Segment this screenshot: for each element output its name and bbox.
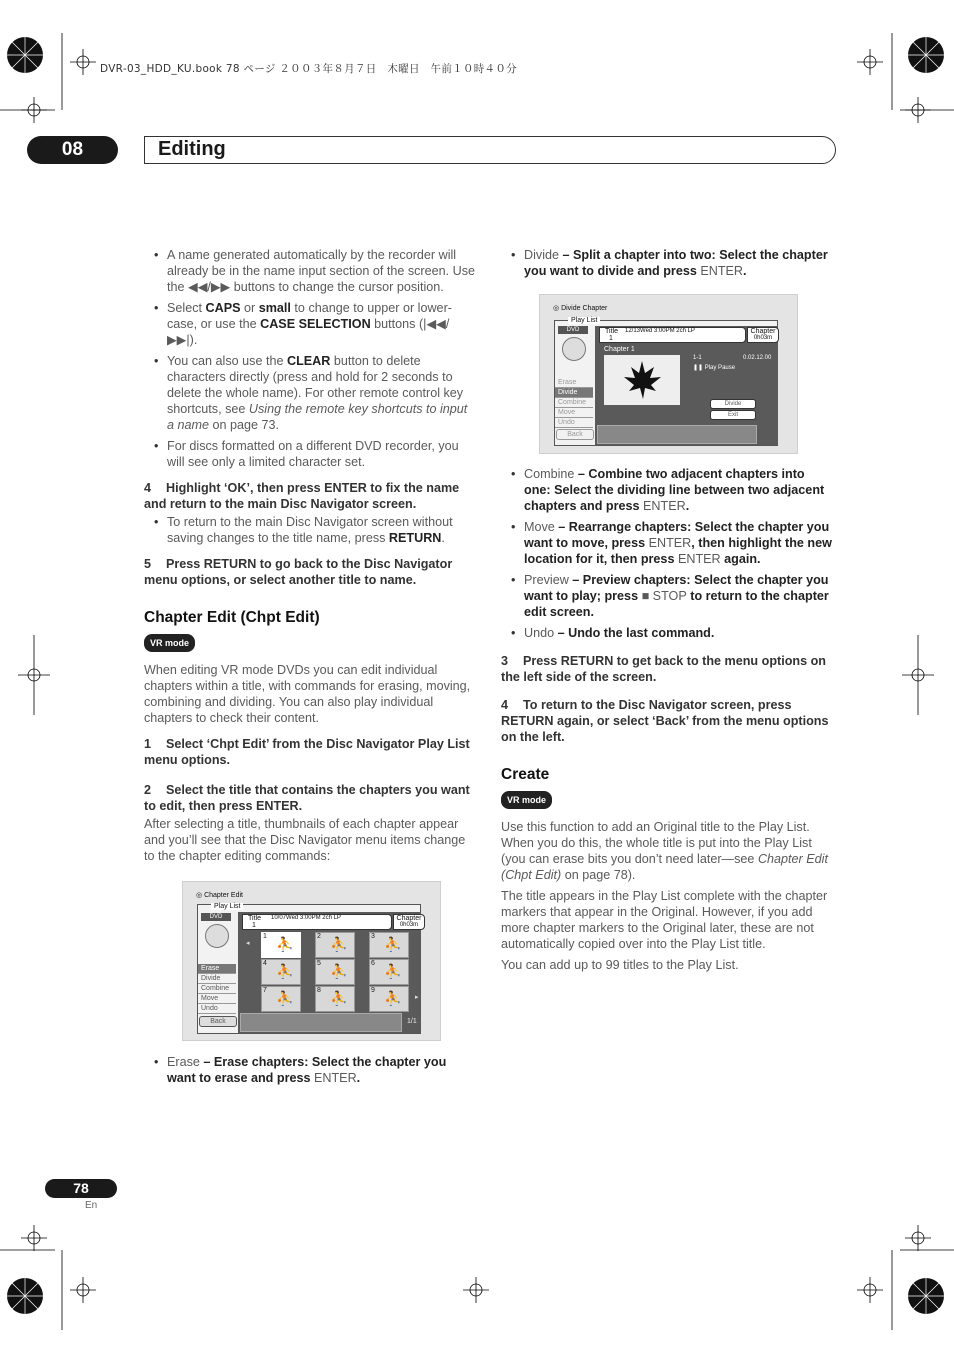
text-segment: Select — [167, 301, 206, 315]
menu-item-divide[interactable]: Divide — [198, 974, 236, 984]
screen2-info-strip — [597, 425, 757, 444]
text-segment: ENTER — [648, 536, 692, 550]
chapter-thumbnail[interactable] — [261, 959, 301, 985]
step-5: 5 Press RETURN to go back to the Disc Navigator menu options, or select another title to name. — [144, 557, 453, 587]
text-segment: – Undo the last command. — [554, 626, 715, 640]
text-segment: . — [441, 531, 445, 545]
bullet-item — [144, 353, 477, 433]
play-state: ❚❚ Play Pause — [693, 365, 736, 371]
text-segment: For discs formatted on a different DVD recorder, you will see only a limited character set. — [167, 439, 459, 469]
text-segment: Erase — [167, 1055, 200, 1069]
chapter-edit-intro: When editing VR mode DVDs you can edit individual chapters within a title, with commands for erasing, moving, combining and dividing. You can also play individual chapters to check their content. — [144, 663, 471, 725]
s2-menu-item-undo[interactable]: Undo — [555, 418, 593, 428]
text-segment: Undo — [524, 626, 555, 640]
figure-icon: ⛹ — [276, 963, 294, 979]
text-segment: to return to the chapter edit screen. — [524, 589, 829, 619]
page-language: En — [85, 1200, 98, 1211]
left-bullet-list — [144, 247, 477, 470]
right-step-4: 4 To return to the Disc Navigator screen, press RETURN again, or select ‘Back’ from the menu options on the left. — [501, 698, 829, 744]
text-segment: or — [240, 301, 259, 315]
page-number: 78 — [45, 1179, 117, 1198]
divide-button[interactable]: Divide — [710, 399, 756, 409]
chapter-title-bar — [144, 136, 836, 164]
playback-time: 0.02.12.00 — [743, 355, 772, 361]
thumbnail-number: 3 — [371, 933, 375, 940]
screen2-play-list-tab: Play List — [568, 317, 600, 324]
chapter-edit-screenshot — [182, 881, 441, 1041]
thumbnail-number: 7 — [263, 987, 267, 994]
figure-icon: ⛹ — [384, 936, 402, 952]
text-segment: Combine — [524, 467, 575, 481]
screen2-title: ◎ Divide Chapter — [553, 305, 608, 312]
thumbnail-number: 8 — [317, 987, 321, 994]
text-segment: Move — [524, 520, 555, 534]
figure-icon: ⛹ — [384, 990, 402, 1006]
scroll-right-icon[interactable]: ▸ — [415, 994, 419, 1001]
chapter-thumbnail[interactable] — [315, 986, 355, 1012]
s2-menu-item-combine[interactable]: Combine — [555, 398, 593, 408]
thumbnail-number: 4 — [263, 960, 267, 967]
left-column — [144, 247, 477, 869]
disc-icon — [205, 924, 229, 948]
text-segment: buttons (|◀◀/▶▶|). — [167, 317, 450, 347]
text-segment: A name generated automatically by the recorder will already be in the name input section of the screen. Use the ◀◀/▶▶ buttons to change the cursor position. — [167, 248, 476, 294]
text-segment: ENTER — [313, 1071, 357, 1085]
screen2-back-button[interactable]: Back — [556, 429, 594, 440]
vr-mode-badge: VR mode — [144, 634, 195, 652]
chapter-thumbnail[interactable] — [315, 932, 355, 958]
create-paragraph-3: You can add up to 99 titles to the Play List. — [501, 958, 739, 972]
text-segment: – Split a chapter into two: Select the chapter you want to divide and press — [524, 248, 828, 278]
text-segment: CASE SELECTION — [260, 317, 371, 331]
erase-bullet-block — [144, 1054, 477, 1090]
chapter-thumbnail[interactable] — [369, 986, 409, 1012]
figure-icon: ⛹ — [330, 990, 348, 1006]
screen2-chapter-info: Chapter 0h03m — [747, 327, 779, 343]
text-segment: on page 73. — [209, 418, 280, 432]
title-info-bar: Title 1 10/07Wed 3:00PM 2ch LP — [242, 914, 392, 930]
scroll-left-icon[interactable]: ◂ — [246, 940, 250, 947]
right-step-3: 3 Press RETURN to get back to the menu options on the left side of the screen. — [501, 654, 826, 684]
bullet-item — [144, 247, 477, 295]
s2-menu-item-move[interactable]: Move — [555, 408, 593, 418]
dvd-logo: DVD — [201, 913, 231, 921]
undo-bullet — [501, 625, 834, 641]
create-paragraph-1 — [501, 819, 834, 883]
book-file-header: DVR-03_HDD_KU.book 78 ページ ２００３年８月７日 木曜日 午前１０時４０分 — [100, 63, 517, 75]
screen2-menu — [555, 378, 593, 428]
chapter-thumbnail[interactable] — [261, 932, 301, 958]
menu-item-combine[interactable]: Combine — [198, 984, 236, 994]
text-segment: . — [743, 264, 747, 278]
screen1-info-strip — [240, 1013, 402, 1032]
exit-button[interactable]: Exit — [710, 410, 756, 420]
figure-icon: ⛹ — [330, 963, 348, 979]
text-segment: again. — [720, 552, 761, 566]
step-1: 1 Select ‘Chpt Edit’ from the Disc Navigator Play List menu options. — [144, 737, 470, 767]
chapter-thumbnail[interactable] — [369, 959, 409, 985]
text-segment: CLEAR — [286, 354, 331, 368]
divide-bullet — [501, 247, 834, 279]
step-4-bullet — [144, 514, 477, 546]
screen-title: ◎ Chapter Edit — [196, 892, 243, 899]
menu-item-move[interactable]: Move — [198, 994, 236, 1004]
create-vr-mode-badge: VR mode — [501, 791, 552, 809]
screen1-menu — [198, 964, 236, 1014]
right-column-top — [501, 247, 834, 284]
text-segment: Using the remote key shortcuts to input a name — [167, 402, 468, 432]
text-segment: button to delete characters directly (press and hold for 2 seconds to delete the whole name). For other remote control key shortcuts, see — [167, 354, 464, 416]
text-segment: ENTER — [677, 552, 721, 566]
screen2-title-bar: Title 1 12/13Wed 3:00PM 2ch LP — [599, 327, 746, 343]
text-segment: To return to the main Disc Navigator screen without saving changes to the title name, press — [167, 515, 453, 545]
bullet-item — [144, 300, 477, 348]
text-segment: . — [685, 499, 690, 513]
divide-chapter-screenshot — [539, 294, 798, 454]
divide-bullet-item — [501, 247, 834, 279]
chapter-number-badge: 08 — [27, 136, 118, 164]
thumbnail-number: 5 — [317, 960, 321, 967]
chapter-thumbnail[interactable] — [315, 959, 355, 985]
preview-bullet — [501, 572, 834, 620]
create-paragraph-2: The title appears in the Play List complete with the chapter markers that appear in the Original. However, if you add more chapter markers to the Original later, these are not automatically copied over into the Play List title. — [501, 889, 828, 951]
menu-item-undo[interactable]: Undo — [198, 1004, 236, 1014]
text-segment: CAPS — [205, 301, 241, 315]
thumbnail-number: 6 — [371, 960, 375, 967]
chapter-thumbnail[interactable] — [369, 932, 409, 958]
bullet-item — [144, 438, 477, 470]
text-segment: Preview — [524, 573, 569, 587]
chapter-position: 1-1 — [693, 355, 702, 361]
s2-menu-item-erase[interactable]: Erase — [555, 378, 593, 388]
s2-menu-item-divide[interactable]: Divide — [555, 388, 593, 398]
step-4: 4 Highlight ‘OK’, then press ENTER to fix the name and return to the main Disc Navigator screen. — [144, 481, 460, 511]
text-segment: . — [356, 1071, 361, 1085]
thumbnail-number: 9 — [371, 987, 375, 994]
command-bullet-list — [501, 466, 834, 641]
chapter-thumbnail[interactable] — [261, 986, 301, 1012]
text-segment: – Rearrange chapters: Select the chapter you want to move, press — [524, 520, 830, 550]
text-segment: You can also use the — [167, 354, 287, 368]
step-2-body: After selecting a title, thumbnails of each chapter appear and you’ll see that the Disc Navigator menu items change to the chapter editing commands: — [144, 817, 466, 863]
text-segment: ■ STOP — [641, 589, 687, 603]
text-segment: Use this function to add an Original title to the Play List. When you do this, the whole title is put into the Play List (you can erase bits you don’t need later—see — [501, 820, 812, 866]
text-segment: – Combine two adjacent chapters into one: Select the dividing line between two adjacent chapters and press — [524, 467, 825, 513]
text-segment: to change to upper or lower-case, or use the — [167, 301, 452, 331]
right-column-bottom — [501, 466, 834, 978]
thumbnail-number: 2 — [317, 933, 321, 940]
text-segment: ENTER — [643, 499, 686, 513]
back-button[interactable]: Back — [199, 1016, 237, 1027]
text-segment: RETURN — [388, 531, 442, 545]
screen2-disc-icon — [562, 337, 586, 361]
play-list-tab: Play List — [211, 903, 243, 910]
text-segment: Divide — [524, 248, 559, 262]
thumbnail-number: 1 — [263, 933, 267, 940]
chapter-line: Chapter 1 — [604, 346, 635, 353]
text-segment: , then highlight the new location for it, then press — [524, 536, 832, 566]
text-segment: ENTER — [700, 264, 744, 278]
chapter-title: Editing — [158, 138, 226, 160]
move-bullet — [501, 519, 834, 567]
section-title-chapter-edit: Chapter Edit (Chpt Edit) — [144, 609, 320, 626]
section-title-create: Create — [501, 766, 550, 783]
step-2: 2 Select the title that contains the chapters you want to edit, then press ENTER. — [144, 783, 470, 813]
text-segment: small — [258, 301, 291, 315]
text-segment: – Erase chapters: Select the chapter you want to erase and press — [167, 1055, 447, 1085]
combine-bullet — [501, 466, 834, 514]
chapter-info: Chapter 0h03m — [393, 914, 425, 930]
figure-icon: ⛹ — [384, 963, 402, 979]
text-segment: on page 78). — [561, 868, 636, 882]
page-indicator: 1/1 — [407, 1018, 417, 1025]
screen2-dvd-logo: DVD — [558, 326, 588, 334]
erase-bullet — [144, 1054, 477, 1086]
figure-icon: ⛹ — [330, 936, 348, 952]
text-segment: – Preview chapters: Select the chapter you want to play; press — [524, 573, 829, 603]
figure-icon: ⛹ — [276, 936, 294, 952]
maple-leaf-image — [604, 355, 680, 405]
chapter-preview-frame — [604, 355, 680, 405]
text-segment: Chapter Edit (Chpt Edit) — [501, 852, 828, 882]
menu-item-erase[interactable]: Erase — [198, 964, 236, 974]
figure-icon: ⛹ — [276, 990, 294, 1006]
